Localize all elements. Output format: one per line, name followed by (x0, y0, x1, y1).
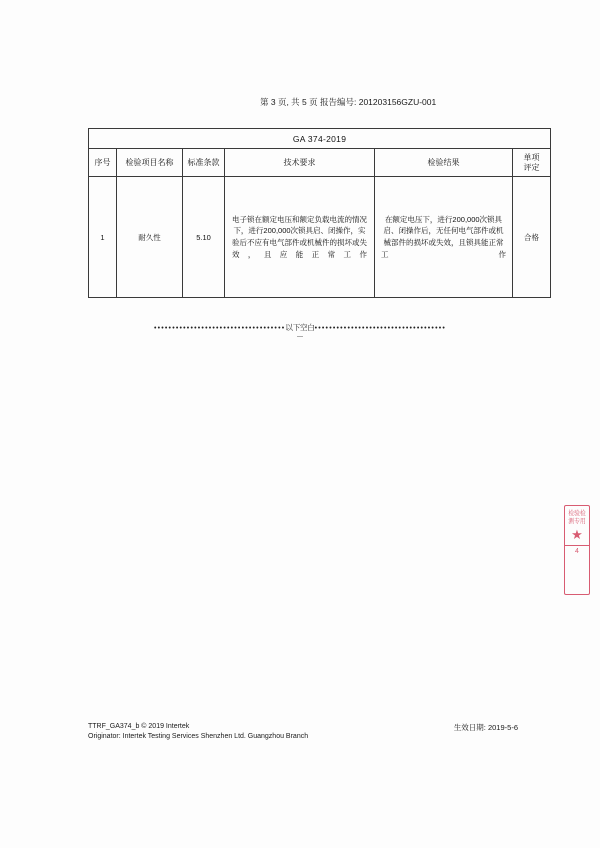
column-header-no: 序号 (89, 149, 117, 177)
table-header-row (89, 149, 551, 177)
stamp-line-2: 测专用 (568, 518, 586, 526)
dots-right: •••••••••••••••••••••••••••••••••••• (314, 325, 447, 332)
footer-originator: Originator: Intertek Testing Services Shenzhen Ltd. Guangzhou Branch (88, 733, 309, 741)
cell-clause: 5.10 (183, 177, 225, 298)
red-seal-stamp (564, 505, 590, 595)
footer-effective-date: 生效日期: 2019-5-6 (453, 723, 518, 732)
end-of-content-line (125, 322, 475, 333)
page-indicator: 第 3 页, 共 5 页 (260, 97, 318, 107)
column-header-clause: 标准条款 (183, 149, 225, 177)
table-row (89, 177, 551, 298)
column-header-evaluation-line2: 评定 (523, 162, 540, 172)
footer-doc-code: TTRF_GA374_b © 2019 Intertek (88, 723, 190, 730)
footer-left (88, 722, 308, 742)
column-header-result: 检验结果 (375, 149, 513, 177)
dots-left: •••••••••••••••••••••••••••••••••••• (153, 325, 286, 332)
cell-result: 在额定电压下，进行200,000次锁具启、闭操作后，无任何电气部件或机械部件的损坏或失效，且锁具能正常工作 (375, 177, 513, 298)
end-of-content-text: 以下空白 (285, 323, 315, 332)
stamp-line-1: 检验检 (568, 510, 586, 517)
cell-evaluation: 合格 (513, 177, 551, 298)
standard-title: GA 374-2019 (89, 129, 551, 149)
cell-requirement: 电子锁在额定电压和额定负载电流的情况下，进行200,000次锁具启、闭操作，实验后不应有电气部件或机械件的损坏或失效，且应能正常工作 (225, 177, 375, 298)
cell-no: 1 (89, 177, 117, 298)
column-header-evaluation-line1: 单项 (523, 153, 540, 163)
column-header-item-name: 检验项目名称 (117, 149, 183, 177)
results-table (88, 128, 550, 298)
star-icon: ★ (571, 527, 583, 543)
column-header-evaluation (513, 149, 551, 177)
end-of-content-subnote: — (297, 334, 303, 340)
cell-item-name: 耐久性 (117, 177, 183, 298)
table-standard-title-row (89, 129, 551, 149)
column-header-requirement: 技术要求 (225, 149, 375, 177)
report-number: 报告编号: 201203156GZU-001 (320, 97, 437, 107)
document-footer (88, 722, 518, 742)
document-header (88, 96, 518, 108)
stamp-number: 4 (565, 545, 589, 557)
